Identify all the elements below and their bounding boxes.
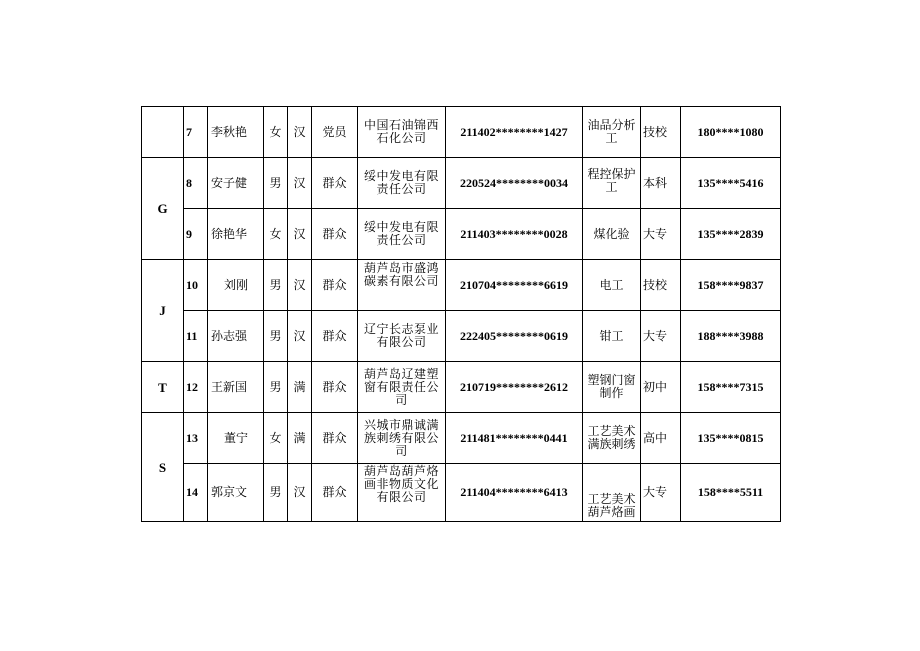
ethnicity: 汉 (288, 158, 312, 209)
occupation: 钳工 (583, 311, 641, 362)
political-status: 群众 (312, 464, 358, 522)
table-row (142, 362, 781, 413)
ethnicity: 汉 (288, 311, 312, 362)
id-number: 211403********0028 (446, 209, 583, 260)
gender: 女 (264, 209, 288, 260)
id-number: 210704********6619 (446, 260, 583, 311)
ethnicity: 汉 (288, 260, 312, 311)
group-letter-cell: T (142, 362, 184, 413)
table-row (142, 311, 781, 362)
phone-number: 158****9837 (681, 260, 781, 311)
occupation: 塑钢门窗制作 (583, 362, 641, 413)
id-number: 211404********6413 (446, 464, 583, 522)
person-name: 徐艳华 (208, 209, 264, 260)
person-name: 董宁 (208, 413, 264, 464)
gender: 女 (264, 107, 288, 158)
political-status: 群众 (312, 260, 358, 311)
education: 初中 (641, 362, 681, 413)
group-letter-cell: G (142, 158, 184, 260)
phone-number: 135****0815 (681, 413, 781, 464)
occupation: 电工 (583, 260, 641, 311)
row-number: 8 (184, 158, 208, 209)
row-number: 12 (184, 362, 208, 413)
education: 技校 (641, 260, 681, 311)
row-number: 11 (184, 311, 208, 362)
occupation: 程控保护工 (583, 158, 641, 209)
political-status: 党员 (312, 107, 358, 158)
education: 大专 (641, 209, 681, 260)
id-number: 210719********2612 (446, 362, 583, 413)
phone-number: 135****2839 (681, 209, 781, 260)
table-row (142, 413, 781, 464)
political-status: 群众 (312, 362, 358, 413)
ethnicity: 满 (288, 413, 312, 464)
phone-number: 188****3988 (681, 311, 781, 362)
company: 绥中发电有限责任公司 (358, 209, 446, 260)
id-number: 211402********1427 (446, 107, 583, 158)
occupation: 煤化验 (583, 209, 641, 260)
gender: 男 (264, 260, 288, 311)
table-row (142, 158, 781, 209)
roster-table (141, 106, 781, 522)
phone-number: 158****7315 (681, 362, 781, 413)
table-row (142, 464, 781, 522)
id-number: 211481********0441 (446, 413, 583, 464)
row-number: 7 (184, 107, 208, 158)
education: 大专 (641, 311, 681, 362)
phone-number: 180****1080 (681, 107, 781, 158)
gender: 女 (264, 413, 288, 464)
gender: 男 (264, 158, 288, 209)
political-status: 群众 (312, 413, 358, 464)
education: 高中 (641, 413, 681, 464)
company: 绥中发电有限责任公司 (358, 158, 446, 209)
company: 兴城市鼎诚满族刺绣有限公司 (358, 413, 446, 464)
phone-number: 135****5416 (681, 158, 781, 209)
education: 本科 (641, 158, 681, 209)
political-status: 群众 (312, 209, 358, 260)
political-status: 群众 (312, 311, 358, 362)
occupation: 工艺美术满族刺绣 (583, 413, 641, 464)
ethnicity: 汉 (288, 209, 312, 260)
company: 中国石油锦西石化公司 (358, 107, 446, 158)
group-letter-cell: J (142, 260, 184, 362)
person-name: 安子健 (208, 158, 264, 209)
ethnicity: 汉 (288, 464, 312, 522)
row-number: 10 (184, 260, 208, 311)
gender: 男 (264, 464, 288, 522)
person-name: 李秋艳 (208, 107, 264, 158)
ethnicity: 汉 (288, 107, 312, 158)
group-letter-cell: S (142, 413, 184, 522)
id-number: 222405********0619 (446, 311, 583, 362)
row-number: 14 (184, 464, 208, 522)
political-status: 群众 (312, 158, 358, 209)
person-name: 刘刚 (208, 260, 264, 311)
education: 大专 (641, 464, 681, 522)
table-row (142, 260, 781, 311)
person-name: 郭京文 (208, 464, 264, 522)
id-number: 220524********0034 (446, 158, 583, 209)
occupation: 油品分析工 (583, 107, 641, 158)
phone-number: 158****5511 (681, 464, 781, 522)
company: 葫芦岛葫芦烙画非物质文化有限公司 (358, 464, 446, 522)
company: 葫芦岛辽建塑窗有限责任公司 (358, 362, 446, 413)
table-row (142, 107, 781, 158)
person-name: 孙志强 (208, 311, 264, 362)
education: 技校 (641, 107, 681, 158)
row-number: 9 (184, 209, 208, 260)
row-number: 13 (184, 413, 208, 464)
ethnicity: 满 (288, 362, 312, 413)
gender: 男 (264, 362, 288, 413)
person-name: 王新国 (208, 362, 264, 413)
company: 葫芦岛市盛鸿碳素有限公司 (358, 260, 446, 311)
group-letter-cell (142, 107, 184, 158)
gender: 男 (264, 311, 288, 362)
company: 辽宁长志泵业有限公司 (358, 311, 446, 362)
table-row (142, 209, 781, 260)
occupation: 工艺美术葫芦烙画 (583, 464, 641, 522)
